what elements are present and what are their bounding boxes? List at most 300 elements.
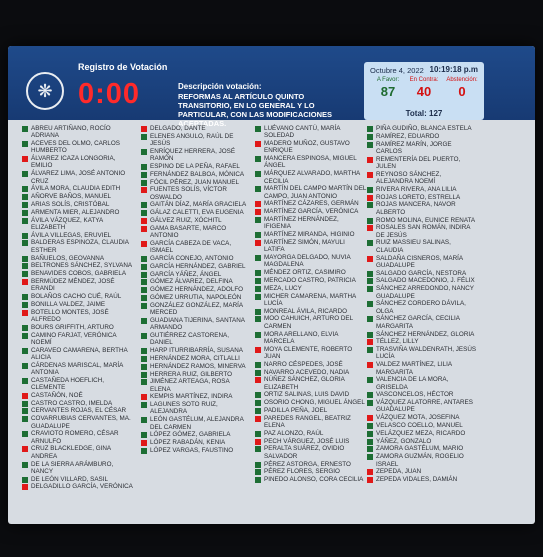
senator-entry xyxy=(367,156,479,171)
senator-entry xyxy=(367,133,479,140)
senator-name: COVARRUBIAS CERVANTES, MA. GUADALUPE xyxy=(31,415,131,430)
senator-name: SÁNCHEZ GARCÍA, CECILIA MARGARITA xyxy=(376,315,460,330)
vote-favor-indicator xyxy=(141,432,147,438)
senator-entry xyxy=(22,400,135,407)
senator-name: ORTIZ SALINAS, LUIS DAVID xyxy=(264,391,350,399)
senator-name: JIMÉNEZ ARTEAGA, ROSA ELENA xyxy=(150,378,230,393)
vote-contra-indicator xyxy=(255,439,261,445)
senator-name: BOLAÑOS CACHO CUÉ, RAÚL xyxy=(31,293,122,301)
senator-name: ABREU ARTIÑANO, ROCÍO ADRIANA xyxy=(31,125,111,140)
senator-entry xyxy=(22,415,135,430)
senator-name: GONZÁLEZ GONZÁLEZ, MARÍA MERCED xyxy=(150,301,243,317)
senator-entry xyxy=(141,148,251,163)
senator-entry xyxy=(255,185,367,200)
senator-name: HERNÁNDEZ MORA, CITLALLI xyxy=(150,354,240,362)
senator-entry xyxy=(141,378,251,393)
vote-favor-indicator xyxy=(141,272,147,278)
senator-name: MARTÍNEZ SIMÓN, MAYULI LATIFA xyxy=(264,238,345,254)
senator-name: BERMÚDEZ MÉNDEZ, JOSÉ ERANDI xyxy=(31,277,115,293)
senator-name: MONREAL ÁVILA, RICARDO xyxy=(264,307,348,315)
senator-entry xyxy=(141,278,251,285)
senator-entry xyxy=(22,377,135,392)
senator-name: ARMENTA MIER, ALEJANDRO xyxy=(31,208,120,216)
senator-name: MOYA CLEMENTE, ROBERTO JUAN xyxy=(264,345,353,360)
vote-favor-indicator xyxy=(22,240,28,246)
senator-entry xyxy=(141,255,251,262)
senator-name: LÓPEZ VARGAS, FAUSTINO xyxy=(150,446,234,454)
vote-contra-indicator xyxy=(367,477,373,483)
vote-favor-indicator xyxy=(141,333,147,339)
vote-favor-indicator xyxy=(367,423,373,429)
senator-name: GARCÍA HERNÁNDEZ, GABRIEL xyxy=(150,262,246,270)
vote-header xyxy=(8,46,535,128)
vote-favor-indicator xyxy=(255,408,261,414)
vote-contra-indicator xyxy=(22,446,28,452)
senator-name: ESPINO DE LA PEÑA, RAFAEL xyxy=(150,162,240,170)
vote-favor-indicator xyxy=(255,217,261,223)
vote-contra-indicator xyxy=(255,416,261,422)
senator-entry xyxy=(255,468,367,475)
senator-entry xyxy=(22,262,135,269)
senator-name: ÁLVAREZ LIMA, JOSÉ ANTONIO CRUZ xyxy=(31,170,126,185)
senator-entry xyxy=(367,414,479,421)
vote-favor-indicator xyxy=(255,370,261,376)
vote-favor-indicator xyxy=(255,126,261,132)
senator-entry xyxy=(255,430,367,437)
senator-entry xyxy=(367,300,479,315)
senator-name: DELGADO, DANTE xyxy=(150,125,206,132)
vote-favor-indicator xyxy=(367,316,373,322)
senator-name: MÉNDEZ ORTIZ, CASIMIRO xyxy=(264,269,346,277)
senator-name: LÓPEZ RABADÁN, KENIA xyxy=(150,439,226,447)
senator-name: MAYORGA DELGADO, NUVIA MAGDALENA xyxy=(264,254,351,269)
vote-favor-indicator xyxy=(255,400,261,406)
senator-name: ROJAS LORETO, ESTRELLA xyxy=(376,193,461,201)
senator-name: ARIAS SOLÍS, CRISTÓBAL xyxy=(31,200,110,208)
senator-name: PIÑA GUDIÑO, BLANCA ESTELA xyxy=(376,125,472,132)
senator-entry xyxy=(22,155,135,170)
senator-name: NARRO CÉSPEDES, JOSÉ xyxy=(264,360,343,368)
senator-entry xyxy=(22,278,135,293)
senator-entry xyxy=(22,270,135,277)
senator-entry xyxy=(141,447,251,454)
senator-name: MARTÍNEZ CÁZARES, GERMÁN xyxy=(264,200,359,208)
vote-favor-indicator xyxy=(22,126,28,132)
vote-favor-indicator xyxy=(367,454,373,460)
vote-favor-indicator xyxy=(367,142,373,148)
vote-favor-indicator xyxy=(141,279,147,285)
senator-entry xyxy=(255,315,367,330)
senator-name: DELGADILLO GARCÍA, VERÓNICA xyxy=(31,483,133,491)
senator-entry xyxy=(367,255,479,270)
senator-entry xyxy=(22,309,135,324)
senator-name: REMENTERÍA DEL PUERTO, JULEN xyxy=(376,155,461,170)
vote-favor-indicator xyxy=(22,363,28,369)
senator-entry xyxy=(22,332,135,347)
senator-entry xyxy=(255,308,367,315)
vote-favor-indicator xyxy=(255,446,261,452)
senator-name: CARAVEO CAMARENA, BERTHA ALICIA xyxy=(31,346,128,361)
senator-entry xyxy=(255,125,367,140)
senator-name: ÁVILA VILLEGAS, ERUVIEL xyxy=(31,231,112,239)
senator-entry xyxy=(141,201,251,208)
vote-favor-indicator xyxy=(22,416,28,422)
senator-name: FUENTES SOLÍS, VÍCTOR OSWALDO xyxy=(150,186,227,201)
senator-entry xyxy=(141,431,251,438)
senator-name: VÁZQUEZ MOTA, JOSEFINA xyxy=(376,414,460,422)
vote-favor-indicator xyxy=(22,218,28,224)
senator-entry xyxy=(141,125,251,132)
vote-favor-indicator xyxy=(255,294,261,300)
senator-name: ZAMORA GUZMÁN, ROGELIO ISRAEL xyxy=(376,453,464,468)
senator-entry xyxy=(255,200,367,207)
senator-name: PÉREZ ASTORGA, ERNESTO xyxy=(264,460,351,468)
vote-favor-indicator xyxy=(255,431,261,437)
senator-name: CÁRDENAS MARISCAL, MARÍA ANTONIA xyxy=(31,361,124,376)
senator-name: VELASCO COELLO, MANUEL xyxy=(376,422,463,430)
vote-favor-indicator xyxy=(255,469,261,475)
senator-name: GÓMEZ ÁLVAREZ, DELFINA xyxy=(150,278,233,286)
senator-name: ZAMORA GASTÉLUM, MARIO xyxy=(376,445,464,453)
senator-entry xyxy=(255,277,367,284)
vote-contra-indicator xyxy=(255,347,261,353)
senator-name: ZEPEDA, JUAN xyxy=(376,468,422,476)
senator-entry xyxy=(367,453,479,468)
vote-contra-indicator xyxy=(141,226,147,232)
senator-entry xyxy=(367,376,479,391)
vote-favor-indicator xyxy=(141,180,147,186)
senator-name: BENAVIDES COBOS, GABRIELA xyxy=(31,270,127,278)
vote-favor-indicator xyxy=(141,172,147,178)
senator-name: DE LEÓN VILLARD, SASIL xyxy=(31,475,108,483)
senator-name: SALGADO MACEDONIO, J. FÉLIX xyxy=(376,277,475,285)
senator-name: PECH VÁRGUEZ, JOSÉ LUIS xyxy=(264,437,350,445)
senator-entry xyxy=(22,362,135,377)
senator-entry xyxy=(255,346,367,361)
senator-entry xyxy=(141,209,251,216)
vote-favor-indicator xyxy=(367,187,373,193)
vote-favor-indicator xyxy=(367,202,373,208)
vote-contra-indicator xyxy=(141,394,147,400)
vote-favor-indicator xyxy=(141,202,147,208)
senator-name: GUADIANA TIJERINA, SANTANA ARMANDO xyxy=(150,316,245,332)
vote-favor-indicator xyxy=(22,378,28,384)
senator-entry xyxy=(255,369,367,376)
senator-name: VASCONCELOS, HÉCTOR xyxy=(376,391,454,399)
senator-name: SÁNCHEZ CORDERO DÁVILA, OLGA xyxy=(376,300,466,315)
senator-entry xyxy=(367,171,479,186)
mexico-seal-icon: ❋ xyxy=(26,72,64,110)
vote-contra-indicator xyxy=(367,256,373,262)
senator-entry xyxy=(367,468,479,475)
vote-favor-indicator xyxy=(22,210,28,216)
senator-name: CASTRO CASTRO, IMELDA xyxy=(31,399,113,407)
vote-favor-indicator xyxy=(367,278,373,284)
vote-favor-indicator xyxy=(22,408,28,414)
senator-name: RUIZ MASSIEU SALINAS, CLAUDIA xyxy=(376,239,451,254)
vote-contra-indicator xyxy=(367,195,373,201)
senator-name: PAZ ALONZO, RAÚL xyxy=(264,429,324,437)
vote-favor-indicator xyxy=(255,316,261,322)
vote-favor-indicator xyxy=(141,372,147,378)
vote-favor-indicator xyxy=(22,348,28,354)
senator-entry xyxy=(367,315,479,330)
senator-name: PINEDO ALONSO, CORA CECILIA xyxy=(264,476,364,484)
vote-favor-indicator xyxy=(255,392,261,398)
senator-entry xyxy=(141,393,251,400)
senator-name: NÚÑEZ SÁNCHEZ, GLORIA ELIZABETH xyxy=(264,376,345,391)
senator-name: GÁLAZ CALETTI, EVA EUGENIA xyxy=(150,209,244,217)
senator-entry xyxy=(141,179,251,186)
senator-name: GUTIÉRREZ CASTORENA, DANIEL xyxy=(150,332,229,347)
senator-entry xyxy=(367,270,479,277)
senator-entry xyxy=(255,407,367,414)
senator-entry xyxy=(367,445,479,452)
senator-entry xyxy=(255,140,367,155)
senator-name: KEMPIS MARTÍNEZ, INDIRA xyxy=(150,393,233,401)
senator-entry xyxy=(367,285,479,300)
senator-entry xyxy=(22,193,135,200)
senator-entry xyxy=(367,476,479,483)
senator-name: BOTELLO MONTES, JOSÉ ALFREDO xyxy=(31,308,109,323)
vote-favor-indicator xyxy=(22,256,28,262)
senator-name: ROSALES SAN ROMÁN, INDIRA DE JESÚS xyxy=(376,224,471,239)
vote-contra-indicator xyxy=(141,187,147,193)
vote-contra-indicator xyxy=(367,172,373,178)
vote-favor-indicator xyxy=(367,377,373,383)
vote-contra-indicator xyxy=(255,141,261,147)
senator-name: MERCADO CASTRO, PATRICIA xyxy=(264,276,356,284)
senator-name: CAMINO FARJAT, VERÓNICA NOEMÍ xyxy=(31,331,117,346)
senator-entry xyxy=(22,201,135,208)
senator-entry xyxy=(22,255,135,262)
senator-entry xyxy=(141,439,251,446)
senator-entry xyxy=(141,332,251,347)
vote-contra-indicator xyxy=(141,241,147,247)
senator-entry xyxy=(141,416,251,431)
vote-contra-indicator xyxy=(22,484,28,490)
senator-name: LUÉVANO CANTÚ, MARÍA SOLEDAD xyxy=(264,125,341,140)
senator-entry xyxy=(22,392,135,399)
senator-name: RAMÍREZ MARÍN, JORGE CARLOS xyxy=(376,140,452,155)
senator-name: PADILLA PEÑA, JOEL xyxy=(264,406,328,414)
senator-column-1 xyxy=(22,125,135,491)
vote-contra-indicator xyxy=(255,209,261,215)
vote-description: REFORMAS AL ARTÍCULO QUINTO TRANSITORIO, EN LO GENERAL Y LO PARTICULAR, CON LAS MODIFICACIONES ACEPTADAS. xyxy=(178,92,333,128)
senator-name: ÁLVAREZ ICAZA LONGORIA, EMILIO xyxy=(31,155,116,170)
senator-entry xyxy=(255,361,367,368)
senator-entry xyxy=(255,391,367,398)
senator-name: SÁNCHEZ HERNÁNDEZ, GLORIA xyxy=(376,330,475,338)
senator-entry xyxy=(367,239,479,254)
vote-favor-indicator xyxy=(141,264,147,270)
senator-entry xyxy=(141,163,251,170)
senator-column-2 xyxy=(141,125,251,455)
senator-entry xyxy=(367,361,479,376)
favor-count-box xyxy=(370,77,406,99)
senator-entry xyxy=(255,208,367,215)
senator-entry xyxy=(367,430,479,437)
vote-contra-indicator xyxy=(255,201,261,207)
senator-name: FERNÁNDEZ BALBOA, MÓNICA xyxy=(150,170,245,178)
vote-favor-indicator xyxy=(367,218,373,224)
vote-favor-indicator xyxy=(141,287,147,293)
senator-name: VALDEZ MARTÍNEZ, LILIA MARGARITA xyxy=(376,361,452,376)
vote-favor-indicator xyxy=(255,186,261,192)
senator-name: TÉLLEZ, LILLY xyxy=(376,338,419,346)
abstencion-count: 0 xyxy=(458,84,466,99)
vote-favor-indicator xyxy=(367,332,373,338)
senator-name: HARP ITURRIBARRÍA, SUSANA xyxy=(150,347,243,355)
senator-entry xyxy=(141,317,251,332)
senator-name: MANCERA ESPINOSA, MIGUEL ÁNGEL xyxy=(264,155,357,170)
senator-entry xyxy=(141,217,251,224)
vote-favor-indicator xyxy=(22,462,28,468)
senator-entry xyxy=(255,239,367,254)
senator-name: OSORIO CHONG, MIGUEL ÁNGEL xyxy=(264,399,365,407)
countdown-timer: 0:00 xyxy=(78,78,141,110)
senator-entry xyxy=(141,263,251,270)
senator-entry xyxy=(367,186,479,193)
vote-contra-indicator xyxy=(367,469,373,475)
vote-favor-indicator xyxy=(141,303,147,309)
senator-name: CASTAÑÓN, NOÉ xyxy=(31,391,83,399)
vote-favor-indicator xyxy=(22,202,28,208)
vote-favor-indicator xyxy=(22,271,28,277)
senator-list-area xyxy=(8,120,535,524)
senator-name: GAMA BASARTE, MARCO ANTONIO xyxy=(150,224,227,240)
senator-name: HERRERA RUIZ, GILBERTO xyxy=(150,370,232,378)
vote-favor-indicator xyxy=(255,462,261,468)
senator-entry xyxy=(141,371,251,378)
vote-favor-indicator xyxy=(141,356,147,362)
vote-favor-indicator xyxy=(255,362,261,368)
vote-favor-indicator xyxy=(367,126,373,132)
senator-name: VALENCIA DE LA MORA, GRISELDA xyxy=(376,376,449,391)
senator-entry xyxy=(367,194,479,201)
senator-entry xyxy=(367,141,479,156)
senator-entry xyxy=(22,140,135,155)
senator-name: ACEVES DEL OLMO, CARLOS HUMBERTO xyxy=(31,140,120,155)
vote-favor-indicator xyxy=(367,446,373,452)
vote-contra-indicator xyxy=(367,415,373,421)
vote-favor-indicator xyxy=(22,186,28,192)
senator-entry xyxy=(22,324,135,331)
vote-favor-indicator xyxy=(22,194,28,200)
senator-entry xyxy=(367,224,479,239)
senator-name: RIVERA RIVERA, ANA LILIA xyxy=(376,185,457,193)
vote-contra-indicator xyxy=(22,279,28,285)
senator-name: PÉREZ FLORES, SERGIO xyxy=(264,468,340,476)
contra-label: En Contra: xyxy=(409,77,439,83)
description-label: Descripción votación: xyxy=(178,82,262,91)
vote-contra-indicator xyxy=(141,126,147,132)
senator-entry xyxy=(22,232,135,239)
senator-entry xyxy=(367,217,479,224)
senator-name: NAVARRO ACEVEDO, NADIA xyxy=(264,368,350,376)
vote-favor-indicator xyxy=(22,333,28,339)
senator-entry xyxy=(141,225,251,240)
senator-name: MICHER CAMARENA, MARTHA LUCÍA xyxy=(264,292,356,307)
senator-entry xyxy=(255,170,367,185)
senator-entry xyxy=(367,338,479,345)
senator-entry xyxy=(141,294,251,301)
senator-name: AÑORVE BAÑOS, MANUEL xyxy=(31,193,112,201)
senator-name: YÁÑEZ, GONZALO xyxy=(376,437,432,445)
senator-entry xyxy=(22,209,135,216)
favor-label: A Favor: xyxy=(376,77,400,83)
senator-name: MARTÍNEZ HERNÁNDEZ, IFIGENIA xyxy=(264,216,339,231)
vote-favor-indicator xyxy=(22,431,28,437)
vote-contra-indicator xyxy=(367,339,373,345)
senator-entry xyxy=(22,461,135,476)
senator-name: PERALTA SUÁREZ, OVIDIO SALVADOR xyxy=(264,445,345,460)
tally-panel xyxy=(364,62,484,120)
vote-favor-indicator xyxy=(141,256,147,262)
senator-name: BONILLA VALDEZ, JAIME xyxy=(31,300,106,308)
contra-count: 40 xyxy=(416,84,432,99)
senator-entry xyxy=(367,201,479,216)
senator-name: BOURS GRIFFITH, ARTURO xyxy=(31,323,114,331)
senator-entry xyxy=(22,293,135,300)
senator-entry xyxy=(141,271,251,278)
senator-name: GARCÍA CABEZA DE VACA, ISMAEL xyxy=(150,239,232,255)
tally-date: Octubre 4, 2022 xyxy=(370,66,424,75)
senator-name: CRAVIOTO ROMERO, CÉSAR ARNULFO xyxy=(31,430,119,445)
senator-entry xyxy=(22,445,135,460)
senator-entry xyxy=(141,186,251,201)
senator-entry xyxy=(141,347,251,354)
senator-name: GAITÁN DÍAZ, MARÍA GRACIELA xyxy=(150,201,247,209)
senator-entry xyxy=(255,231,367,238)
senator-column-4 xyxy=(367,125,479,484)
vote-favor-indicator xyxy=(367,286,373,292)
vote-contra-indicator xyxy=(22,310,28,316)
senator-name: MARTÍN DEL CAMPO MARTÍN DEL CAMPO, JUAN ANTONIO xyxy=(264,185,367,200)
vote-favor-indicator xyxy=(141,379,147,385)
senator-entry xyxy=(367,125,479,132)
senator-name: MEZA, LUCY xyxy=(264,284,302,292)
vote-favor-indicator xyxy=(141,164,147,170)
senator-name: GÓMEZ URRUTIA, NAPOLEÓN xyxy=(150,294,242,302)
senator-name: GARCÍA YÁÑEZ, ÁNGEL xyxy=(150,270,222,278)
registro-title: Registro de Votación xyxy=(78,62,168,72)
vote-favor-indicator xyxy=(255,278,261,284)
senator-entry xyxy=(255,254,367,269)
contra-count-box xyxy=(406,77,442,99)
vote-contra-indicator xyxy=(22,156,28,162)
senator-entry xyxy=(255,399,367,406)
senator-name: REYNOSO SÁNCHEZ, ALEJANDRA NOEMÍ xyxy=(376,170,442,186)
vote-favor-indicator xyxy=(255,332,261,338)
senator-name: ELENES ANGULO, RAÚL DE JESÚS xyxy=(150,132,234,148)
vote-contra-indicator xyxy=(255,377,261,383)
vote-favor-indicator xyxy=(22,263,28,269)
senator-entry xyxy=(255,461,367,468)
vote-favor-indicator xyxy=(141,348,147,354)
senator-entry xyxy=(367,346,479,361)
vote-favor-indicator xyxy=(367,271,373,277)
vote-favor-indicator xyxy=(367,301,373,307)
total-count: Total: 127 xyxy=(405,109,443,118)
senator-name: ÁVILA MORA, CLAUDIA EDITH xyxy=(31,185,121,193)
senator-entry xyxy=(22,125,135,140)
senator-name: LÓPEZ GÓMEZ, GABRIELA xyxy=(150,431,231,439)
senator-name: MOO CAHUICH, ARTURO DEL CARMEN xyxy=(264,315,353,330)
vote-favor-indicator xyxy=(141,210,147,216)
senator-entry xyxy=(141,355,251,362)
senator-entry xyxy=(255,438,367,445)
